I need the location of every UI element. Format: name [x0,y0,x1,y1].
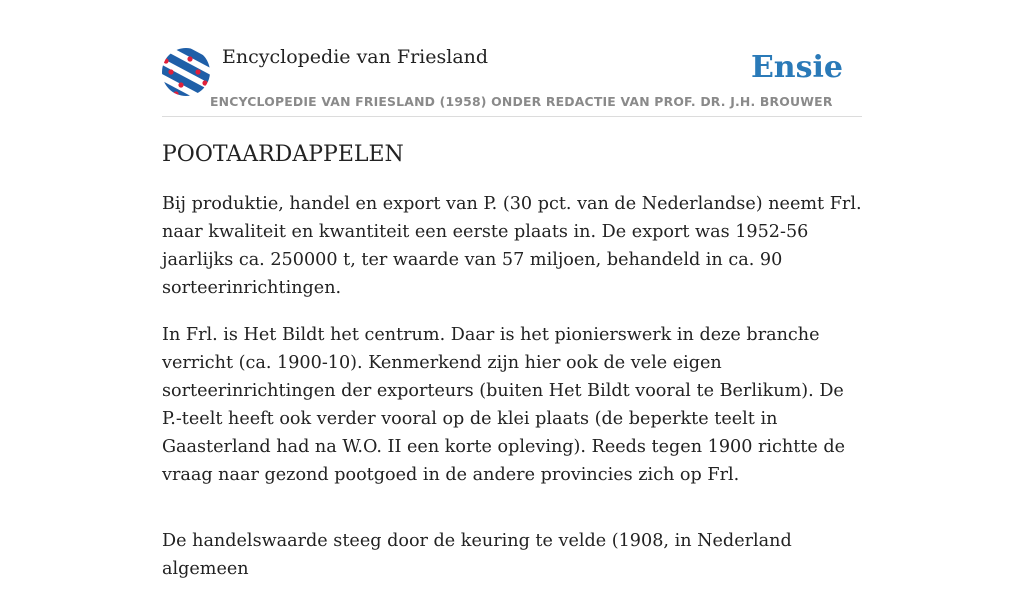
site-title[interactable]: Encyclopedie van Friesland [222,46,489,68]
ensie-logo-link[interactable]: Ensie [750,50,843,85]
article [162,140,862,602]
encyclopedia-subtitle: ENCYCLOPEDIE VAN FRIESLAND (1958) ONDER REDACTIE VAN PROF. DR. J.H. BROUWER [210,94,833,109]
article-paragraph: In Frl. is Het Bildt het centrum. Daar is het pionierswerk in deze branche verricht (ca. 1900-10). Kenmerkend zijn hier ook de vele eigen sorteerinrichtingen der exporteurs (buiten Het Bildt vooral te Berlikum). De P.-teelt heeft ook verder vooral op de klei plaats (de beperkte teelt in Gaasterland had na W.O. II een korte opleving). Reeds tegen 1900 richtte de vraag naar gezond pootgoed in de andere provincies zich op Frl. [162,325,846,485]
site-header [162,44,862,117]
article-paragraph: Bij produktie, handel en export van P. (30 pct. van de Nederlandse) neemt Frl. naar kwaliteit en kwantiteit een eerste plaats in. De export was 1952-56 jaarlijks ca. 250000 t, ter waarde van 57 miljoen, behandeld in ca. 90 sorteerinrichtingen. [162,194,862,298]
frisian-flag-icon[interactable] [162,48,210,96]
article-paragraph: De handelswaarde steeg door de keuring te velde (1908, in Nederland algemeen [162,531,792,579]
article-title: POOTAARDAPPELEN [162,142,404,167]
